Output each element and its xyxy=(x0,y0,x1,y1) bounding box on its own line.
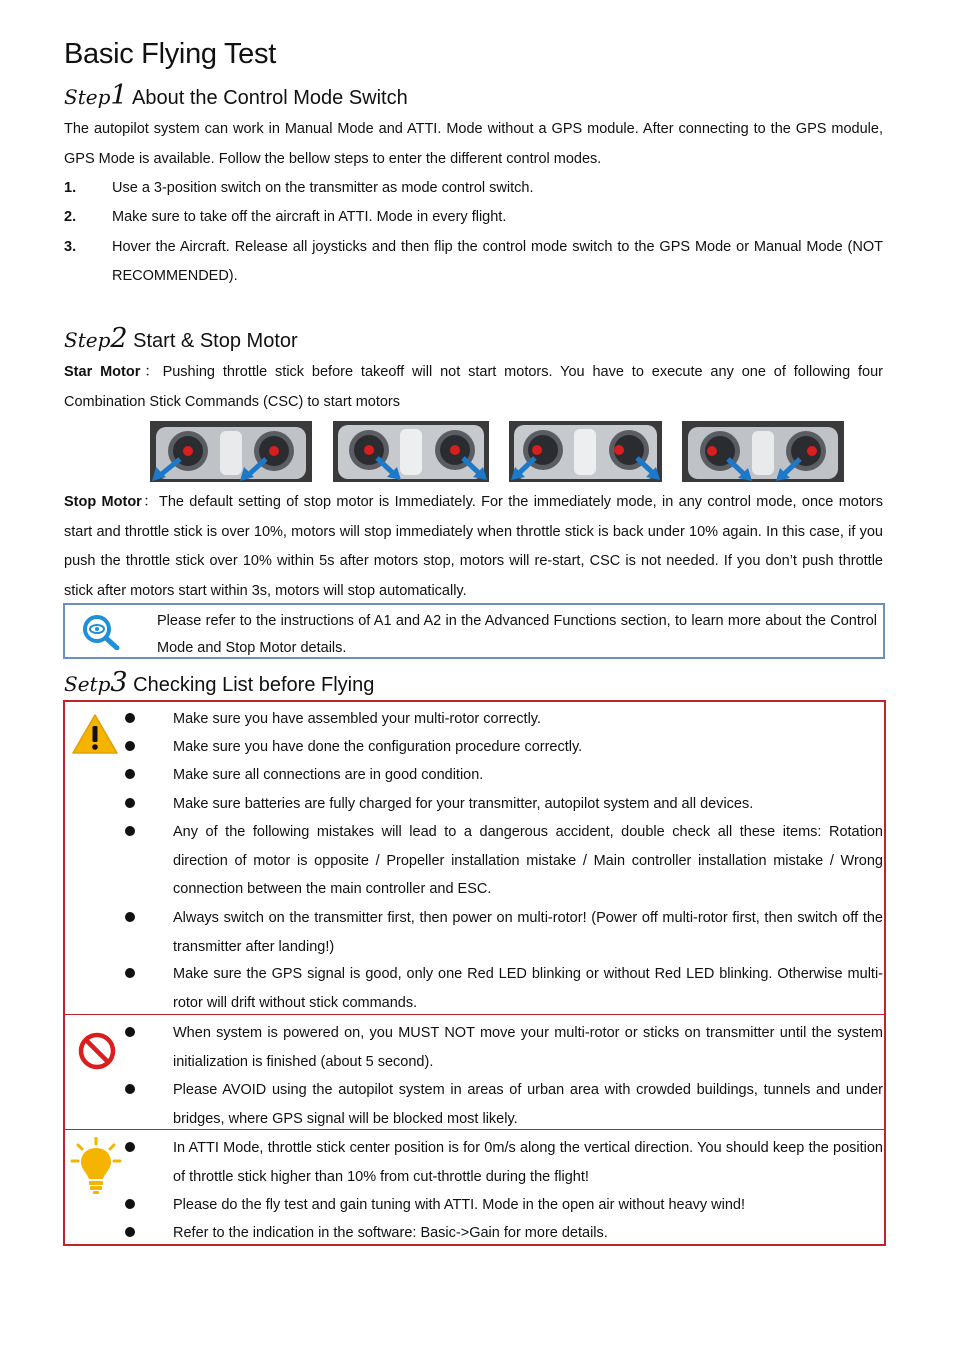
stop-motor-separator: ： xyxy=(141,494,159,510)
checklist-item: Make sure you have done the configuration procedure correctly. xyxy=(173,739,583,755)
transmitter-csc-image-1 xyxy=(150,421,312,482)
step2-heading xyxy=(64,323,298,354)
checklist-item: In ATTI Mode, throttle stick center position is for 0m/s along the vertical direction. You should keep the position of throttle stick higher than 10% from cut-throttle during the flight! xyxy=(173,1140,883,1185)
prohibited-icon xyxy=(77,1031,117,1071)
step1-intro: The autopilot system can work in Manual Mode and ATTI. Mode without a GPS module. After connecting to the GPS module, GPS Mode is available. Follow the bellow steps to enter the different control modes. xyxy=(64,121,883,167)
step1-word: Step xyxy=(64,85,111,109)
bullet-icon xyxy=(125,769,135,779)
bullet-icon xyxy=(125,826,135,836)
list-item xyxy=(64,174,883,203)
warning-triangle-icon xyxy=(71,713,119,755)
step3-word: Setp xyxy=(64,672,111,696)
bullet-icon xyxy=(125,798,135,808)
step2-title: Start & Stop Motor xyxy=(133,330,298,352)
list-number: 2. xyxy=(64,209,77,225)
start-motor-paragraph xyxy=(64,358,883,417)
page-title: Basic Flying Test xyxy=(64,38,276,70)
checklist-item: When system is powered on, you MUST NOT move your multi-rotor or sticks on transmitter until the system initialization is finished (about 5 second). xyxy=(173,1025,883,1070)
list-number: 3. xyxy=(64,239,77,255)
list-text: Hover the Aircraft. Release all joysticks and then flip the control mode switch to the GPS Mode or Manual Mode (NOT RECOMMENDED). xyxy=(112,239,883,284)
magnifier-eye-icon xyxy=(82,614,120,650)
checklist-item: Refer to the indication in the software: Basic->Gain for more details. xyxy=(173,1225,608,1241)
step3-title: Checking List before Flying xyxy=(133,674,375,696)
list-number: 1. xyxy=(64,180,77,196)
start-motor-text: Pushing throttle stick before takeoff will not start motors. You have to execute any one of following four Combination Stick Commands (CSC) to start motors xyxy=(64,364,884,410)
checklist-item: Make sure all connections are in good condition. xyxy=(173,767,484,783)
stop-motor-paragraph xyxy=(64,488,883,606)
transmitter-csc-image-4 xyxy=(682,421,844,482)
list-item xyxy=(64,203,883,232)
start-motor-label: Star Motor xyxy=(64,364,141,380)
step1-title: About the Control Mode Switch xyxy=(132,87,408,109)
bullet-icon xyxy=(125,968,135,978)
bullet-icon xyxy=(125,1027,135,1037)
stop-motor-text: The default setting of stop motor is Immediately. For the immediately mode, in any control mode, once motors start and throttle stick is over 10%, motors will stop immediately when throttle stick is back under 10% again. In this case, if you push the throttle stick over 10% within 5s after motors stop, motors will re-start, CSC is not needed. If you don’t push throttle stick after motors start within 3s, motors will stop automatically. xyxy=(64,494,884,599)
start-motor-separator: ： xyxy=(140,364,163,380)
stop-motor-label: Stop Motor xyxy=(64,494,142,510)
bullet-icon xyxy=(125,741,135,751)
step3-heading xyxy=(64,667,374,698)
lightbulb-icon xyxy=(70,1137,122,1195)
bullet-icon xyxy=(125,1227,135,1237)
checklist-item: Please AVOID using the autopilot system in areas of urban area with crowded buildings, tunnels and under bridges, where GPS signal will be blocked most likely. xyxy=(173,1082,883,1127)
transmitter-csc-image-3 xyxy=(509,421,662,482)
step1-heading xyxy=(64,80,408,111)
transmitter-csc-image-2 xyxy=(333,421,489,482)
bullet-icon xyxy=(125,1142,135,1152)
bullet-icon xyxy=(125,912,135,922)
list-text: Make sure to take off the aircraft in ATTI. Mode in every flight. xyxy=(112,209,507,225)
checklist-item: Make sure you have assembled your multi-rotor correctly. xyxy=(173,711,542,727)
checklist-item: Any of the following mistakes will lead to a dangerous accident, double check all these items: Rotation direction of motor is opposite / Propeller installation mistake / Main controller installation mistake / Wrong connection between the main controller and ESC. xyxy=(173,824,883,897)
step2-number: 2 xyxy=(110,323,128,354)
checklist-item: Make sure the GPS signal is good, only one Red LED blinking or without Red LED blinking. Otherwise multi-rotor will drift without stick commands. xyxy=(173,966,883,1011)
step3-number: 3 xyxy=(110,667,128,698)
list-item xyxy=(64,233,883,291)
bullet-icon xyxy=(125,1084,135,1094)
checklist-item: Make sure batteries are fully charged for your transmitter, autopilot system and all devices. xyxy=(173,796,754,812)
note-text: Please refer to the instructions of A1 and A2 in the Advanced Functions section, to learn more about the Control Mode and Stop Motor details. xyxy=(157,613,877,656)
bullet-icon xyxy=(125,1199,135,1209)
checklist-item: Please do the fly test and gain tuning with ATTI. Mode in the open air without heavy wind! xyxy=(173,1197,746,1213)
list-text: Use a 3-position switch on the transmitter as mode control switch. xyxy=(112,180,534,196)
bullet-icon xyxy=(125,713,135,723)
step1-number: 1 xyxy=(110,80,128,111)
checklist-item: Always switch on the transmitter first, then power on multi-rotor! (Power off multi-rotor first, then switch off the transmitter after landing!) xyxy=(173,910,883,955)
step2-word: Step xyxy=(64,328,111,352)
